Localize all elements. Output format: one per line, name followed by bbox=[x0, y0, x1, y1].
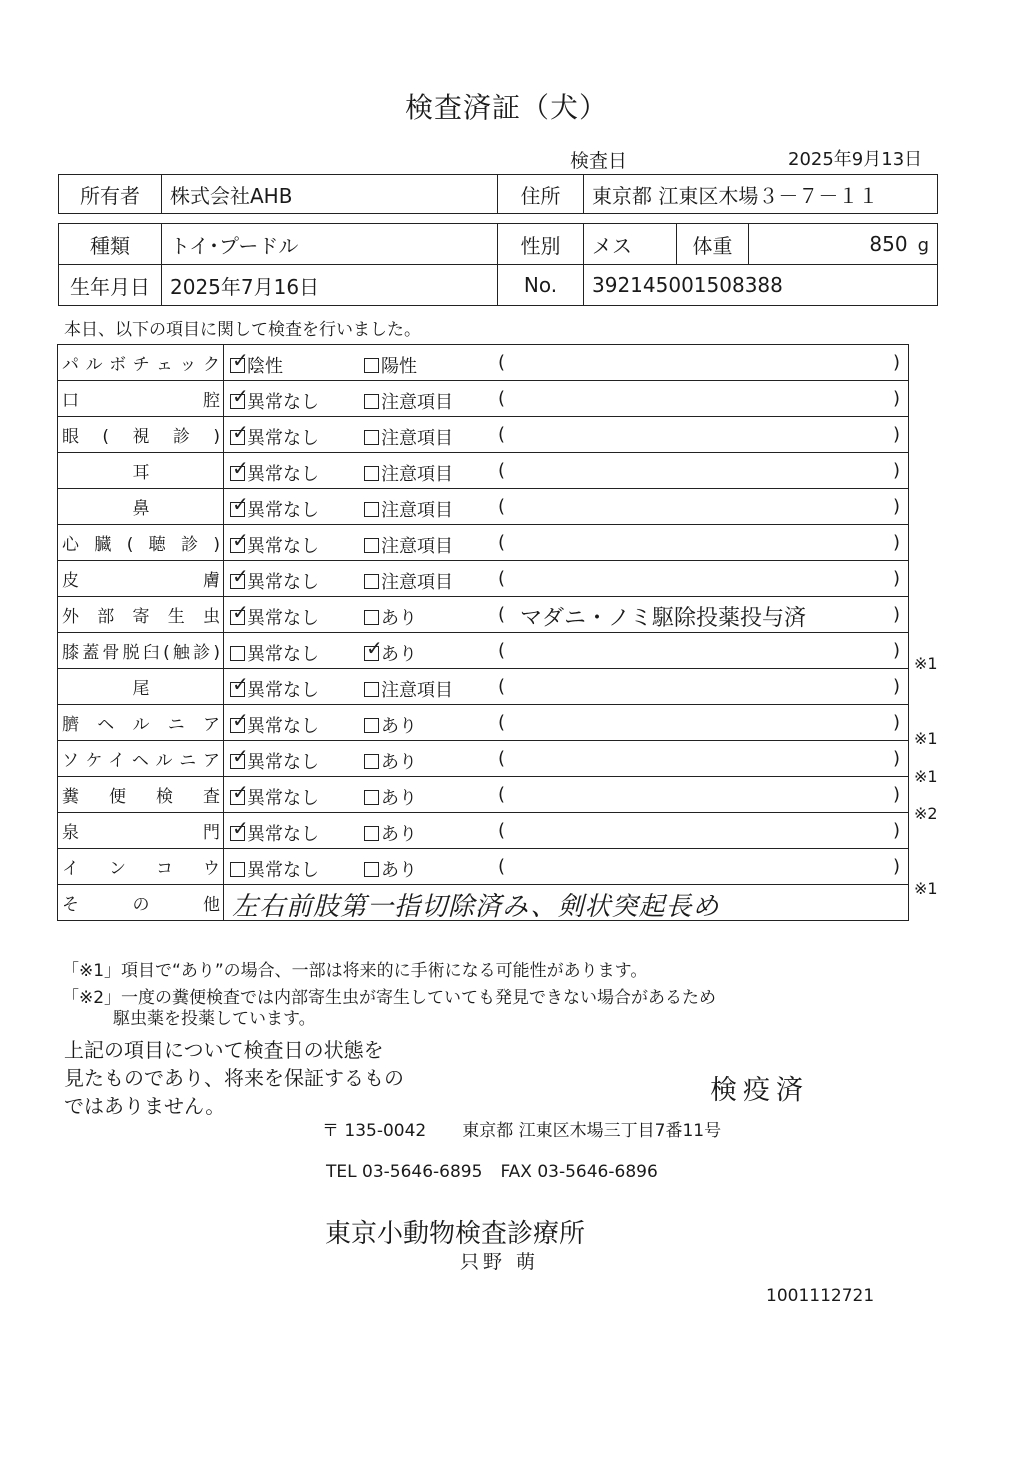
checkbox-2[interactable] bbox=[364, 790, 379, 805]
footnote-2-line-2: 駆虫薬を投薬しています。 bbox=[113, 1009, 316, 1029]
exam-item-label: パルボチェック bbox=[58, 345, 224, 381]
check-mark-icon: ✓ bbox=[232, 528, 249, 552]
option-2 bbox=[364, 352, 417, 378]
note-open-paren: ( bbox=[498, 496, 506, 517]
disclaimer-line: 見たものであり、将来を保証するもの bbox=[64, 1066, 404, 1090]
checkbox-1[interactable] bbox=[230, 384, 249, 409]
note-close-paren: ) bbox=[892, 388, 900, 409]
owner-value: 株式会社AHB bbox=[162, 175, 498, 214]
number-value: 392145001508388 bbox=[584, 265, 938, 306]
exam-result-cell bbox=[224, 381, 909, 417]
exam-row bbox=[58, 849, 909, 885]
handwritten-note: 左右前肢第一指切除済み、剣状突起長め bbox=[232, 892, 720, 921]
exam-item-label: 皮膚 bbox=[58, 561, 224, 597]
owner-label: 所有者 bbox=[59, 175, 162, 214]
option-1-label: 異常なし bbox=[247, 824, 319, 845]
option-1-label: 異常なし bbox=[247, 752, 319, 773]
exam-item-label: 眼(視診) bbox=[58, 417, 224, 453]
exam-row bbox=[58, 417, 909, 453]
checkbox-1[interactable] bbox=[230, 816, 249, 841]
note-close-paren: ) bbox=[892, 712, 900, 733]
disclaimer bbox=[64, 1036, 444, 1120]
option-2-label: 注意項目 bbox=[381, 572, 453, 593]
clinic-address-line bbox=[322, 1116, 721, 1141]
exam-result-cell bbox=[224, 705, 909, 741]
address-value: 東京都 江東区木場３－７－１１ bbox=[584, 175, 938, 214]
note-open-paren: ( bbox=[498, 748, 506, 769]
option-1-label: 異常なし bbox=[247, 500, 319, 521]
fax-number: FAX 03-5646-6896 bbox=[500, 1162, 658, 1182]
note-close-paren: ) bbox=[892, 676, 900, 697]
note-close-paren: ) bbox=[892, 640, 900, 661]
checkbox-1[interactable] bbox=[230, 672, 249, 697]
footnote-marker: ※2 bbox=[914, 804, 938, 824]
quarantine-stamp: 検疫済 bbox=[710, 1075, 809, 1106]
exam-result-cell bbox=[224, 813, 909, 849]
option-2-label: 注意項目 bbox=[381, 500, 453, 521]
checkbox-2[interactable] bbox=[364, 826, 379, 841]
checkbox-1[interactable] bbox=[230, 564, 249, 589]
exam-row bbox=[58, 345, 909, 381]
exam-item-label: 糞便検査 bbox=[58, 777, 224, 813]
exam-item-label: ソケイヘルニア bbox=[58, 741, 224, 777]
checkbox-1[interactable] bbox=[230, 492, 249, 517]
note-open-paren: ( bbox=[498, 424, 506, 445]
note-close-paren: ) bbox=[892, 568, 900, 589]
checkbox-2[interactable] bbox=[364, 394, 379, 409]
checkbox-1[interactable] bbox=[230, 420, 249, 445]
option-1 bbox=[230, 384, 319, 414]
note-close-paren: ) bbox=[892, 820, 900, 841]
option-2 bbox=[364, 748, 417, 774]
checkbox-1[interactable] bbox=[230, 780, 249, 805]
footnote-marker: ※1 bbox=[914, 766, 938, 786]
option-2-label: あり bbox=[381, 788, 417, 809]
option-2-label: 陽性 bbox=[381, 356, 417, 377]
exam-result-cell bbox=[224, 741, 909, 777]
checkbox-2[interactable] bbox=[364, 718, 379, 733]
page-title: 検査済証（犬） bbox=[404, 91, 608, 124]
note-close-paren: ) bbox=[892, 424, 900, 445]
note-open-paren: ( bbox=[498, 640, 506, 661]
option-2-label: あり bbox=[381, 716, 417, 737]
sex-label: 性別 bbox=[498, 224, 584, 265]
exam-result-cell bbox=[224, 525, 909, 561]
option-2 bbox=[364, 424, 453, 450]
option-1 bbox=[230, 640, 319, 666]
note-open-paren: ( bbox=[498, 568, 506, 589]
clinic-address: 東京都 江東区木場三丁目7番11号 bbox=[462, 1121, 722, 1141]
option-2-label: 注意項目 bbox=[381, 392, 453, 413]
footnote-marker: ※1 bbox=[914, 879, 938, 899]
weight-value: 850 bbox=[869, 232, 908, 256]
exam-result-cell bbox=[224, 345, 909, 381]
option-1-label: 異常なし bbox=[247, 464, 319, 485]
note-open-paren: ( bbox=[498, 352, 506, 373]
checkbox-2[interactable] bbox=[364, 538, 379, 553]
birth-value: 2025年7月16日 bbox=[162, 265, 498, 306]
option-1 bbox=[230, 708, 319, 738]
footnote-2-line-1: 「※2」一度の糞便検査では内部寄生虫が寄生していても発見できない場合があるため bbox=[62, 988, 717, 1008]
exam-row bbox=[58, 705, 909, 741]
check-mark-icon: ✓ bbox=[232, 384, 249, 408]
serial-number: 1001112721 bbox=[766, 1286, 875, 1306]
number-label: No. bbox=[498, 265, 584, 306]
note-open-paren: ( bbox=[498, 784, 506, 805]
exam-result-cell bbox=[224, 417, 909, 453]
option-1 bbox=[230, 492, 319, 522]
note-open-paren: ( bbox=[498, 676, 506, 697]
option-1-label: 異常なし bbox=[247, 644, 319, 665]
check-mark-icon: ✓ bbox=[366, 636, 383, 660]
disclaimer-line: 上記の項目について検査日の状態を bbox=[64, 1038, 384, 1062]
check-mark-icon: ✓ bbox=[232, 348, 249, 372]
option-2 bbox=[364, 712, 417, 738]
vet-name: 只野 萌 bbox=[460, 1251, 540, 1273]
disclaimer-line: ではありません。 bbox=[64, 1094, 226, 1118]
birth-label: 生年月日 bbox=[59, 265, 162, 306]
exam-result-cell bbox=[224, 633, 909, 669]
exam-item-label: 外部寄生虫 bbox=[58, 597, 224, 633]
exam-row bbox=[58, 489, 909, 525]
option-1 bbox=[230, 600, 319, 630]
option-1-label: 異常なし bbox=[247, 608, 319, 629]
note-open-paren: ( bbox=[498, 532, 506, 553]
option-1 bbox=[230, 564, 319, 594]
exam-row bbox=[58, 633, 909, 669]
option-1-label: 異常なし bbox=[247, 428, 319, 449]
exam-result-cell bbox=[224, 777, 909, 813]
option-1 bbox=[230, 780, 319, 810]
option-2 bbox=[364, 856, 417, 882]
note-open-paren: ( bbox=[498, 388, 506, 409]
checkbox-1[interactable] bbox=[230, 708, 249, 733]
option-2-label: あり bbox=[381, 608, 417, 629]
exam-date-label: 検査日 bbox=[570, 150, 628, 172]
option-1 bbox=[230, 348, 283, 378]
check-mark-icon: ✓ bbox=[232, 780, 249, 804]
clinic-phone-line bbox=[326, 1162, 658, 1182]
checkbox-1[interactable] bbox=[230, 646, 245, 661]
footnote-1: 「※1」項目で“あり”の場合、一部は将来的に手術になる可能性があります。 bbox=[62, 961, 648, 981]
check-mark-icon: ✓ bbox=[232, 600, 249, 624]
option-1-label: 異常なし bbox=[247, 716, 319, 737]
exam-item-label: 泉門 bbox=[58, 813, 224, 849]
note-close-paren: ) bbox=[892, 496, 900, 517]
owner-table bbox=[58, 174, 938, 214]
exam-result-cell bbox=[224, 849, 909, 885]
option-1 bbox=[230, 528, 319, 558]
note-close-paren: ) bbox=[892, 352, 900, 373]
option-1 bbox=[230, 856, 319, 882]
exam-result-cell bbox=[224, 453, 909, 489]
exam-other-cell bbox=[224, 885, 909, 921]
option-2-label: あり bbox=[381, 860, 417, 881]
exam-item-label: インコウ bbox=[58, 849, 224, 885]
note-close-paren: ) bbox=[892, 460, 900, 481]
exam-table bbox=[57, 344, 909, 921]
option-2-label: 注意項目 bbox=[381, 464, 453, 485]
checkbox-1[interactable] bbox=[230, 348, 249, 373]
sex-value: メス bbox=[584, 224, 677, 265]
exam-result-cell bbox=[224, 561, 909, 597]
exam-row bbox=[58, 777, 909, 813]
checkbox-1[interactable] bbox=[230, 456, 249, 481]
checkbox-2[interactable] bbox=[364, 862, 379, 877]
checkbox-2[interactable] bbox=[364, 636, 383, 661]
checkbox-2[interactable] bbox=[364, 358, 379, 373]
option-2-label: あり bbox=[381, 644, 417, 665]
check-mark-icon: ✓ bbox=[232, 708, 249, 732]
note-close-paren: ) bbox=[892, 532, 900, 553]
option-1 bbox=[230, 816, 319, 846]
exam-result-cell bbox=[224, 489, 909, 525]
check-mark-icon: ✓ bbox=[232, 564, 249, 588]
clinic-name: 東京小動物検査診療所 bbox=[325, 1219, 586, 1249]
exam-item-label: 耳 bbox=[58, 453, 224, 489]
postal-code: 〒 135-0042 bbox=[322, 1121, 427, 1141]
tel-number: TEL 03-5646-6895 bbox=[326, 1162, 483, 1182]
exam-item-label: 尾 bbox=[58, 669, 224, 705]
animal-table bbox=[58, 223, 938, 306]
exam-row bbox=[58, 669, 909, 705]
checkbox-2[interactable] bbox=[364, 682, 379, 697]
exam-result-cell bbox=[224, 597, 909, 633]
option-1-label: 異常なし bbox=[247, 392, 319, 413]
exam-row bbox=[58, 561, 909, 597]
option-1-label: 異常なし bbox=[247, 860, 319, 881]
weight-cell bbox=[749, 224, 938, 265]
option-2 bbox=[364, 676, 453, 702]
option-2-label: あり bbox=[381, 824, 417, 845]
checkbox-1[interactable] bbox=[230, 862, 245, 877]
note-open-paren: ( bbox=[498, 820, 506, 841]
option-1 bbox=[230, 744, 319, 774]
checkbox-2[interactable] bbox=[364, 610, 379, 625]
option-2 bbox=[364, 604, 417, 630]
exam-row bbox=[58, 597, 909, 633]
check-mark-icon: ✓ bbox=[232, 672, 249, 696]
check-mark-icon: ✓ bbox=[232, 744, 249, 768]
breed-value: トイ･プードル bbox=[162, 224, 498, 265]
option-2-label: あり bbox=[381, 752, 417, 773]
option-1-label: 異常なし bbox=[247, 680, 319, 701]
intro-text: 本日、以下の項目に関して検査を行いました。 bbox=[64, 320, 421, 340]
option-2 bbox=[364, 532, 453, 558]
option-1-label: 陰性 bbox=[247, 356, 283, 377]
option-1-label: 異常なし bbox=[247, 788, 319, 809]
option-2 bbox=[364, 496, 453, 522]
checkbox-2[interactable] bbox=[364, 574, 379, 589]
check-mark-icon: ✓ bbox=[232, 420, 249, 444]
exam-item-label: 口腔 bbox=[58, 381, 224, 417]
option-1-label: 異常なし bbox=[247, 536, 319, 557]
address-label: 住所 bbox=[498, 175, 584, 214]
note-open-paren: ( bbox=[498, 856, 506, 877]
weight-unit: g bbox=[917, 235, 929, 256]
exam-item-label: その他 bbox=[58, 885, 224, 921]
note-open-paren: ( bbox=[498, 604, 506, 625]
note-open-paren: ( bbox=[498, 460, 506, 481]
exam-row bbox=[58, 741, 909, 777]
note-close-paren: ) bbox=[892, 856, 900, 877]
exam-row bbox=[58, 525, 909, 561]
option-2 bbox=[364, 388, 453, 414]
option-2 bbox=[364, 784, 417, 810]
checkbox-1[interactable] bbox=[230, 528, 249, 553]
note-open-paren: ( bbox=[498, 712, 506, 733]
checkbox-2[interactable] bbox=[364, 466, 379, 481]
checkbox-2[interactable] bbox=[364, 430, 379, 445]
checkbox-1[interactable] bbox=[230, 744, 249, 769]
option-2-label: 注意項目 bbox=[381, 428, 453, 449]
checkbox-1[interactable] bbox=[230, 600, 249, 625]
option-1 bbox=[230, 672, 319, 702]
footnote-marker: ※1 bbox=[914, 729, 938, 748]
option-2 bbox=[364, 568, 453, 594]
checkbox-2[interactable] bbox=[364, 754, 379, 769]
exam-row bbox=[58, 813, 909, 849]
exam-row bbox=[58, 453, 909, 489]
breed-label: 種類 bbox=[59, 224, 162, 265]
check-mark-icon: ✓ bbox=[232, 492, 249, 516]
option-1-label: 異常なし bbox=[247, 572, 319, 593]
option-1 bbox=[230, 420, 319, 450]
exam-item-label: 鼻 bbox=[58, 489, 224, 525]
checkbox-2[interactable] bbox=[364, 502, 379, 517]
note-close-paren: ) bbox=[892, 748, 900, 769]
exam-row bbox=[58, 381, 909, 417]
exam-item-label: 膝蓋骨脱臼(触診) bbox=[58, 633, 224, 669]
exam-note: マダニ・ノミ駆除投薬投与済 bbox=[520, 606, 807, 631]
option-1 bbox=[230, 456, 319, 486]
exam-result-cell bbox=[224, 669, 909, 705]
option-2 bbox=[364, 460, 453, 486]
option-2-label: 注意項目 bbox=[381, 536, 453, 557]
check-mark-icon: ✓ bbox=[232, 456, 249, 480]
exam-date-value: 2025年9月13日 bbox=[788, 149, 923, 170]
note-close-paren: ) bbox=[892, 784, 900, 805]
check-mark-icon: ✓ bbox=[232, 816, 249, 840]
weight-label: 体重 bbox=[677, 224, 749, 265]
note-close-paren: ) bbox=[892, 604, 900, 625]
exam-item-label: 心臓(聴診) bbox=[58, 525, 224, 561]
option-2-label: 注意項目 bbox=[381, 680, 453, 701]
option-2 bbox=[364, 820, 417, 846]
exam-item-label: 臍ヘルニア bbox=[58, 705, 224, 741]
option-2 bbox=[364, 636, 417, 666]
footnote-marker: ※1 bbox=[914, 653, 938, 673]
